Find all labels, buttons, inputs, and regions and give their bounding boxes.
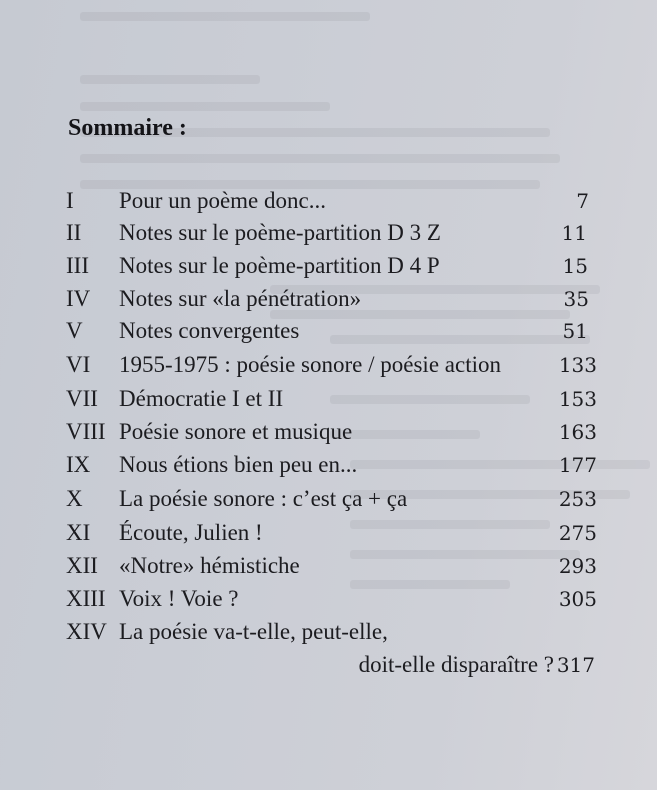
page-number: 7 <box>576 189 589 213</box>
chapter-title: La poésie sonore : c’est ça + ça <box>119 486 408 511</box>
page-number: 133 <box>558 353 597 377</box>
page-number: 15 <box>562 254 588 278</box>
toc-entry <box>0 218 657 248</box>
chapter-numeral: XIV <box>66 619 107 644</box>
chapter-title: «Notre» hémistiche <box>119 553 300 578</box>
chapter-title: Pour un poème donc... <box>119 188 326 213</box>
page-title: Sommaire : <box>68 115 187 141</box>
toc-entry <box>0 384 657 414</box>
page-number: 163 <box>558 420 597 444</box>
toc-entry <box>0 450 657 480</box>
toc-entry <box>0 316 657 346</box>
chapter-numeral: III <box>66 253 89 278</box>
chapter-numeral: XI <box>66 520 91 545</box>
chapter-title: Voix ! Voie ? <box>119 586 239 611</box>
page-number: 35 <box>563 287 589 311</box>
page-number: 275 <box>558 521 597 545</box>
page-number: 177 <box>558 453 597 477</box>
toc-entry-continuation <box>0 650 657 680</box>
chapter-numeral: X <box>66 486 83 511</box>
chapter-title: Notes sur le poème-partition D 4 P <box>119 253 440 278</box>
chapter-numeral: II <box>66 220 82 245</box>
chapter-numeral: VIII <box>66 419 106 444</box>
page-number: 305 <box>558 587 597 611</box>
chapter-title: Notes sur «la pénétration» <box>119 286 362 311</box>
page-number: 317 <box>556 653 595 677</box>
page-number: 11 <box>561 221 587 245</box>
chapter-numeral: XIII <box>66 586 106 611</box>
toc-entry <box>0 551 657 581</box>
toc-entry <box>0 584 657 614</box>
chapter-title: 1955-1975 : poésie sonore / poésie action <box>119 352 501 377</box>
chapter-title-continued: doit-elle disparaître ? <box>358 652 554 677</box>
chapter-numeral: V <box>66 318 83 343</box>
page-number: 253 <box>558 487 597 511</box>
page-number: 51 <box>562 319 588 343</box>
toc-entry <box>0 518 657 548</box>
chapter-title: Démocratie I et II <box>119 386 284 411</box>
chapter-numeral: IX <box>66 452 91 477</box>
chapter-numeral: XII <box>66 553 98 578</box>
chapter-numeral: I <box>66 188 74 213</box>
page-number: 293 <box>558 554 597 578</box>
toc-entry <box>0 417 657 447</box>
chapter-numeral: VII <box>66 386 98 411</box>
chapter-numeral: VI <box>66 352 91 377</box>
chapter-title: Poésie sonore et musique <box>119 419 353 444</box>
toc-entry <box>0 284 657 314</box>
toc-entry <box>0 484 657 514</box>
toc-entry <box>0 251 657 281</box>
toc-entry <box>0 186 657 216</box>
page-number: 153 <box>558 387 597 411</box>
chapter-title: La poésie va-t-elle, peut-elle, <box>119 619 388 644</box>
chapter-title: Nous étions bien peu en... <box>119 452 358 477</box>
chapter-title: Écoute, Julien ! <box>119 520 263 545</box>
chapter-title: Notes convergentes <box>119 318 300 343</box>
chapter-title: Notes sur le poème-partition D 3 Z <box>119 220 441 245</box>
chapter-numeral: IV <box>66 286 91 311</box>
toc-entry <box>0 617 657 647</box>
toc-entry <box>0 350 657 380</box>
